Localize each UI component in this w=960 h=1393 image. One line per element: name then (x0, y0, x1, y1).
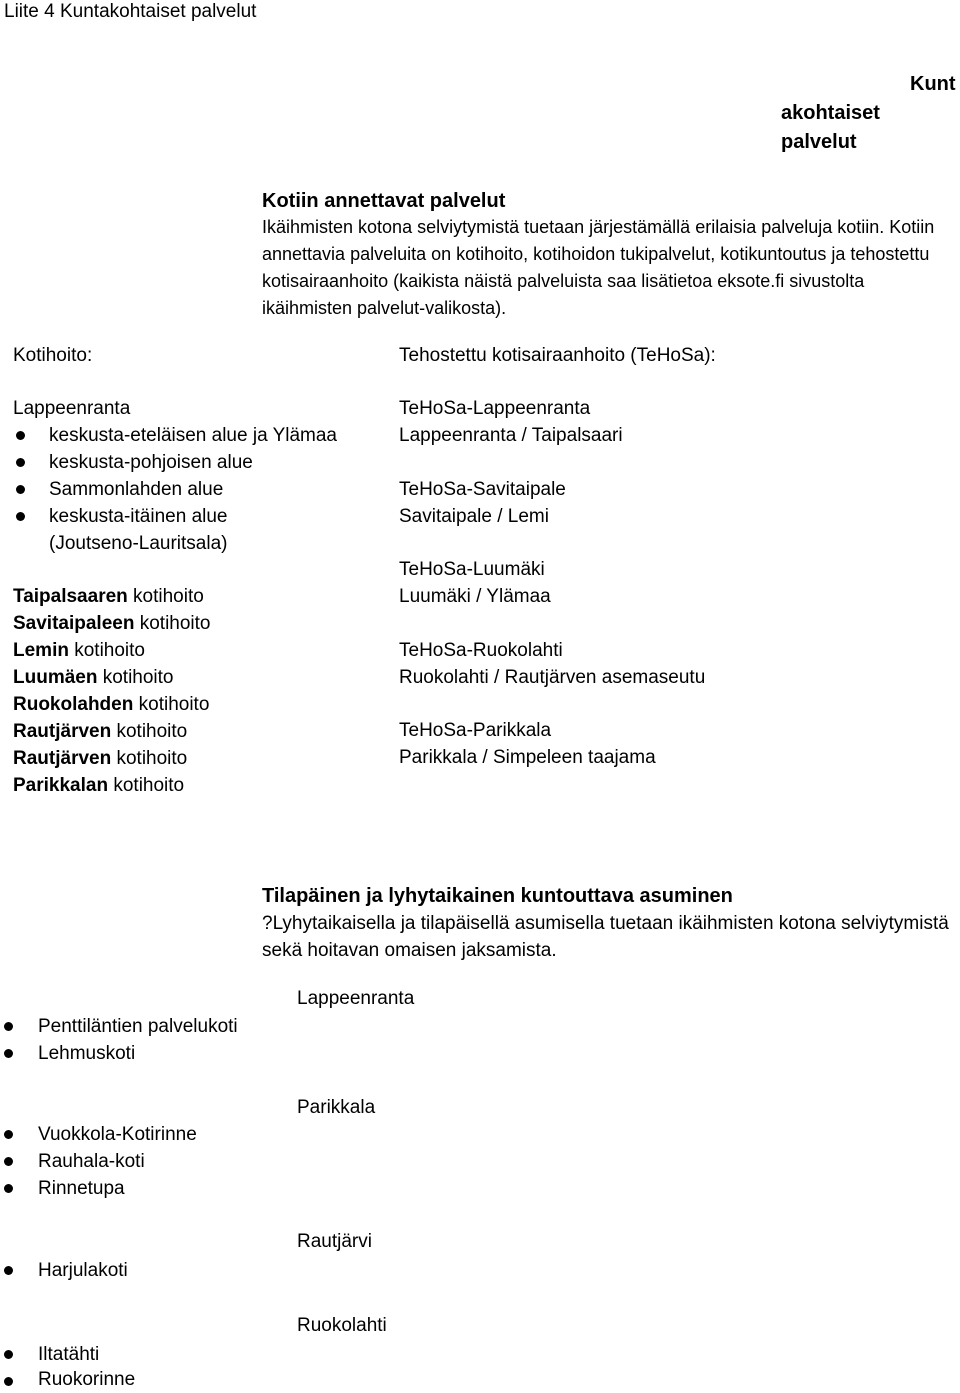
short-term-text: ?Lyhytaikaisella ja tilapäisellä asumisella tuetaan ikäihmisten kotona selviytymistä sekä hoitavan omaisen jaksamista. (262, 913, 949, 961)
bullet-icon (4, 1022, 13, 1031)
unit-suffix: kotihoito (111, 748, 188, 769)
short-term-city: Parikkala (297, 1097, 376, 1118)
short-term-place: Rinnetupa (38, 1178, 125, 1199)
kotihoito-area-item: keskusta-itäinen alue (49, 506, 228, 527)
unit-name: Ruokolahden (13, 694, 134, 715)
bullet-icon (16, 458, 25, 467)
kotihoito-area-item: Sammonlahden alue (49, 479, 224, 500)
unit-name: Luumäen (13, 667, 98, 688)
bullet-icon (16, 512, 25, 521)
side-title-part3: palvelut (781, 131, 857, 153)
bullet-icon (4, 1130, 13, 1139)
unit-name: Savitaipaleen (13, 613, 135, 634)
short-term-city: Lappeenranta (297, 988, 415, 1009)
bullet-icon (4, 1049, 13, 1058)
short-term-place: Lehmuskoti (38, 1043, 136, 1064)
unit-name: Rautjärven (13, 748, 112, 769)
short-term-place: Rauhala-koti (38, 1151, 145, 1172)
short-term-place: Penttiläntien palvelukoti (38, 1016, 238, 1037)
tehosa-team-area: Lappeenranta / Taipalsaari (399, 425, 623, 446)
unit-suffix: kotihoito (97, 667, 174, 688)
bullet-icon (4, 1377, 13, 1386)
short-term-place: Iltatähti (38, 1344, 100, 1365)
bullet-icon (4, 1266, 13, 1275)
page-title: Liite 4 Kuntakohtaiset palvelut (4, 1, 257, 22)
bullet-icon (4, 1157, 13, 1166)
tehosa-team-name: TeHoSa-Luumäki (399, 559, 545, 580)
unit-suffix: kotihoito (133, 694, 210, 715)
kotihoito-city: Lappeenranta (13, 398, 131, 419)
kotihoito-unit (13, 637, 145, 664)
unit-suffix: kotihoito (108, 775, 185, 796)
tehosa-team-name: TeHoSa-Savitaipale (399, 479, 566, 500)
kotihoito-unit (13, 583, 204, 610)
kotihoito-area-continuation: (Joutseno-Lauritsala) (49, 533, 228, 554)
side-title-part1: Kunt (910, 73, 956, 95)
unit-suffix: kotihoito (134, 613, 211, 634)
kotihoito-unit (13, 718, 187, 745)
short-term-city: Ruokolahti (297, 1315, 387, 1336)
kotihoito-area-item: keskusta-eteläisen alue ja Ylämaa (49, 425, 337, 446)
kotihoito-heading: Kotihoito: (13, 345, 93, 366)
short-term-place: Harjulakoti (38, 1260, 128, 1281)
side-title-part2: akohtaiset (781, 102, 880, 124)
unit-name: Taipalsaaren (13, 586, 128, 607)
unit-name: Rautjärven (13, 721, 112, 742)
short-term-city: Rautjärvi (297, 1231, 372, 1252)
unit-suffix: kotihoito (127, 586, 204, 607)
bullet-icon (16, 485, 25, 494)
home-services-heading: Kotiin annettavat palvelut (262, 190, 506, 212)
tehosa-team-name: TeHoSa-Parikkala (399, 720, 552, 741)
kotihoito-unit (13, 745, 187, 772)
home-services-text: Ikäihmisten kotona selviytymistä tuetaan järjestämällä erilaisia palveluja kotiin. Kotiin annettavia palveluita on kotihoito, kotihoidon tukipalvelut, kotikuntoutus ja tehostettu kotisairaanhoito (kaikista näistä palveluista saa lisätietoa eksote.fi sivustolta ikäihmisten palvelut-valikosta). (262, 217, 935, 318)
kotihoito-unit (13, 691, 209, 718)
tehosa-team-area: Ruokolahti / Rautjärven asemaseutu (399, 667, 706, 688)
tehosa-team-name: TeHoSa-Lappeenranta (399, 398, 591, 419)
kotihoito-unit (13, 772, 184, 799)
short-term-place: Ruokorinne (38, 1369, 136, 1390)
tehosa-team-name: TeHoSa-Ruokolahti (399, 640, 563, 661)
tehosa-team-area: Parikkala / Simpeleen taajama (399, 747, 656, 768)
bullet-icon (16, 431, 25, 440)
bullet-icon (4, 1184, 13, 1193)
kotihoito-area-item: keskusta-pohjoisen alue (49, 452, 253, 473)
tehosa-team-area: Savitaipale / Lemi (399, 506, 549, 527)
kotihoito-unit (13, 664, 174, 691)
tehosa-heading: Tehostettu kotisairaanhoito (TeHoSa): (399, 345, 716, 366)
kotihoito-unit (13, 610, 211, 637)
bullet-icon (4, 1350, 13, 1359)
short-term-heading: Tilapäinen ja lyhytaikainen kuntouttava asuminen (262, 885, 733, 907)
tehosa-team-area: Luumäki / Ylämaa (399, 586, 551, 607)
short-term-place: Vuokkola-Kotirinne (38, 1124, 197, 1145)
unit-suffix: kotihoito (111, 721, 188, 742)
unit-name: Parikkalan (13, 775, 109, 796)
unit-name: Lemin (13, 640, 69, 661)
unit-suffix: kotihoito (68, 640, 145, 661)
